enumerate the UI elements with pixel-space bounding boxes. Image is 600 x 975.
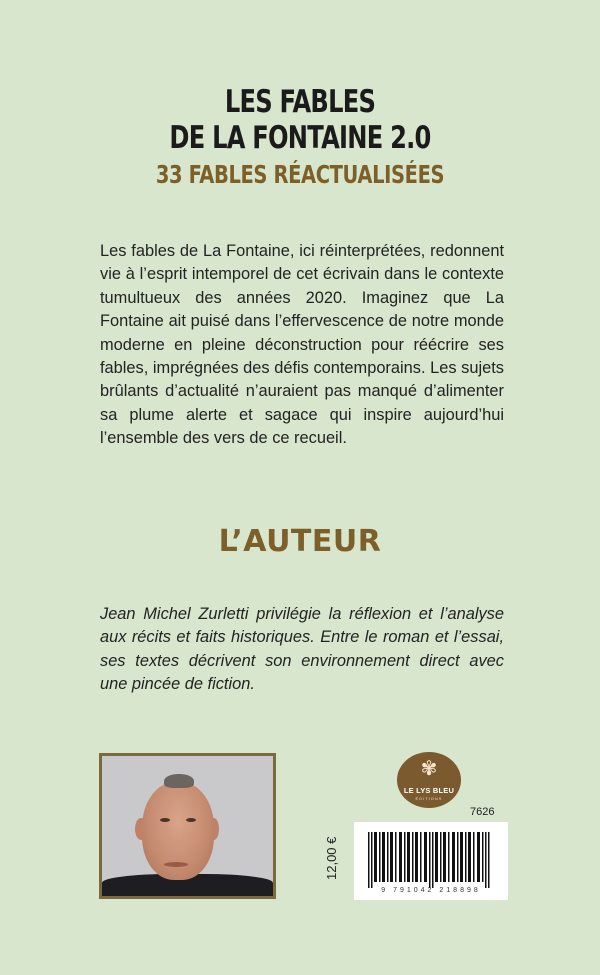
lotus-flower-icon: ✾: [420, 758, 438, 780]
author-heading: L’AUTEUR: [218, 524, 382, 559]
publisher-logo: [397, 752, 461, 808]
isbn-digits: 9 791042 218898: [381, 887, 481, 894]
price: 12,00 €: [324, 836, 339, 880]
barcode-bars: [368, 832, 494, 888]
author-bio: Jean Michel Zurletti privilégie la réflexion et l’analyse aux récits et faits historiques. Entre le roman et l’essai, ses textes décrivent son environnement direct avec une pincée de fiction.: [100, 605, 504, 694]
barcode: [354, 822, 508, 900]
subtitle: 33 FABLES RÉACTUALISÉES: [155, 160, 445, 189]
author-photo-frame: [99, 753, 276, 899]
title-line-1: LES FABLES: [224, 84, 376, 120]
book-description: Les fables de La Fontaine, ici réinterprétées, redonnent vie à l’esprit intemporel de cet écrivain dans le contexte tumultueux des années 2020. Imaginez que La Fontaine ait puisé dans l’effervescence de notre monde moderne en pleine déconstruction pour réécrire ses fables, imprégnées des défis contemporains. Les sujets brûlants d’actualité n’auraient pas manqué d’alimenter sa plume alerte et sagace qui inspire aujourd’hui l’ensemble des vers de ce recueil.: [100, 242, 504, 448]
title-line-2: DE LA FONTAINE 2.0: [169, 120, 431, 156]
publisher-sub: ÉDITIONS: [415, 796, 443, 801]
publisher-name: LE LYS BLEU: [403, 786, 455, 795]
author-photo: [102, 756, 273, 896]
code-number: 7626: [470, 806, 495, 818]
